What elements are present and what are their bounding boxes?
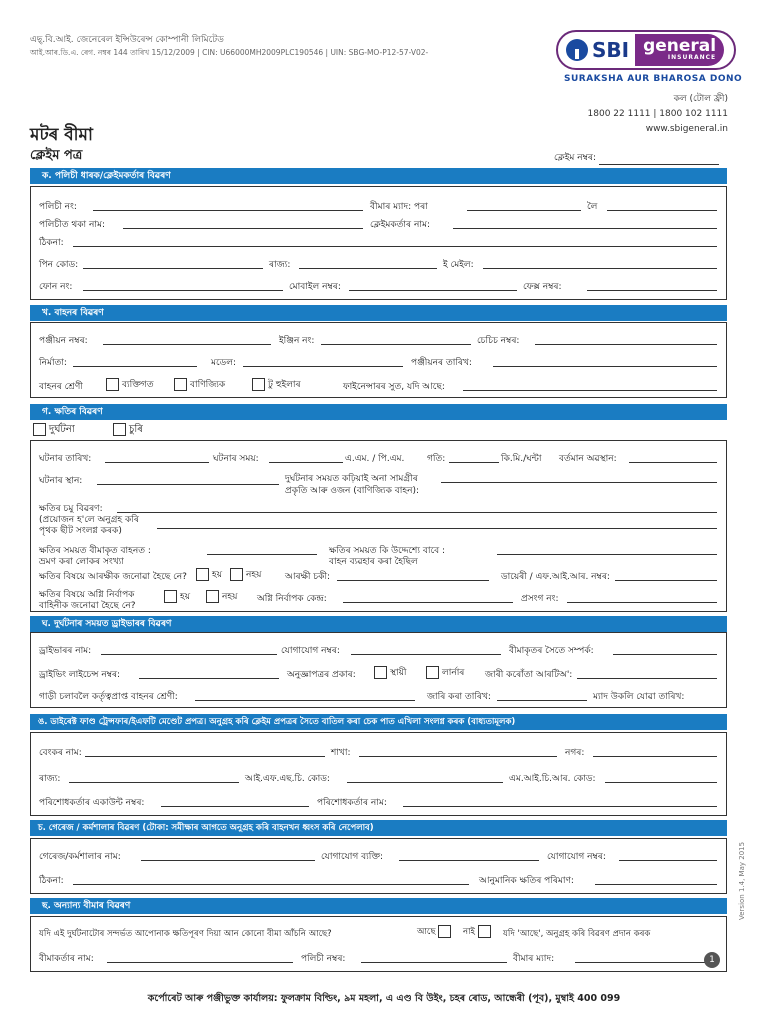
state-input[interactable] <box>299 268 437 269</box>
account-no-label: পৰিশোধকৰ্তাৰ একাউন্ট নম্বৰ: <box>39 798 145 808</box>
other-insurance-yes-option[interactable] <box>417 925 454 939</box>
theft-label: চুৰি <box>129 424 143 435</box>
other-policy-no-input[interactable] <box>361 962 507 963</box>
driver-contact-label: যোগাযোগ নম্বৰ: <box>281 646 340 656</box>
fax-input[interactable] <box>587 290 717 291</box>
license-no-input[interactable] <box>139 678 279 679</box>
toll-free-numbers: 1800 22 1111 | 1800 102 1111 <box>587 109 728 119</box>
maker-input[interactable] <box>73 366 197 367</box>
claim-number-field[interactable] <box>554 150 719 165</box>
goods-label-1: দুৰ্ঘটনাৰ সময়ত কঢ়িয়াই অনা সামগ্ৰীৰ <box>285 474 418 484</box>
brief-input-2[interactable] <box>157 528 717 529</box>
claimant-name-label: ক্লেইমকৰ্তাৰ নাম: <box>370 220 430 230</box>
section-a-box <box>30 186 727 300</box>
section-d-box <box>30 632 727 708</box>
fir-label: ডায়েৰী / এফ.আই.আৰ. নম্বৰ: <box>501 572 610 582</box>
period-to-label: লৈ <box>587 202 598 212</box>
registration-line: আই.আৰ.ডি.এ. ৰেগ. নম্বৰ 144 তাৰিখ 15/12/2009 | CIN: U66000MH2009PLC190546 | UIN: SBG-MO-P12-57-V02- <box>30 48 429 57</box>
claim-number-line[interactable] <box>599 154 719 165</box>
contact-block <box>588 92 728 137</box>
section-a-header: ক. পলিচী ধাৰক/ক্লেইমকৰ্তাৰ বিৱৰণ <box>30 168 727 184</box>
expiry-date-label: ম্যাদ উকলি যোৱা তাৰিখ: <box>593 692 685 702</box>
section-g-box <box>30 916 727 972</box>
persons-label-1: ক্ষতিৰ সময়ত বীমাকৃত বাহনত : <box>39 546 151 556</box>
fir-input[interactable] <box>615 580 717 581</box>
other-insurance-yes-checkbox[interactable] <box>438 925 451 938</box>
incident-date-label: ঘটনাৰ তাৰিখ: <box>39 454 92 464</box>
section-e-box <box>30 732 727 816</box>
section-e-header: ঙ. ডাইৰেক্ট ফাণ্ড ট্ৰেন্সফাৰ/ইএফটি মেণ্ডেট প্ৰপত্ৰ। অনুগ্ৰহ কৰি ক্লেইম প্ৰপত্ৰৰ সৈতে বাতিল কৰা চেক পাত এখিলা সংলগ্ন কৰক (বাধ্যতামূলক) <box>30 714 727 730</box>
fire-no-checkbox[interactable] <box>206 590 219 603</box>
section-c-box <box>30 440 727 612</box>
holder-name-input[interactable] <box>123 228 363 229</box>
police-no-option[interactable] <box>227 567 261 582</box>
sbi-keyhole-icon <box>566 39 588 61</box>
persons-label-2: ভ্ৰমণ কৰা লোকৰ সংখ্যা <box>39 557 124 567</box>
other-insurance-question: যদি এই দুৰ্ঘটনাটোৰ সন্দৰ্ভত আপোনাক ক্ষতিপূৰণ দিয়া আন কোনো বীমা আঁচনি আছে? <box>39 929 332 939</box>
other-insurance-details-note: যদি 'আছে', অনুগ্ৰহ কৰি বিৱৰণ প্ৰদান কৰক <box>503 929 651 939</box>
pin-label: পিন কোড: <box>39 260 79 270</box>
branch-label: শাখা: <box>331 748 351 758</box>
incident-place-input[interactable] <box>97 484 279 485</box>
mobile-label: মোবাইল নম্বৰ: <box>289 282 341 292</box>
class-personal-option[interactable] <box>103 377 154 392</box>
fire-station-label: অগ্নি নিৰ্বাপক কেন্দ্ৰ: <box>257 594 327 604</box>
kmph-label: কি.মি./ঘন্টা <box>501 454 542 464</box>
brief-label-2: (প্ৰয়োজন হ'লে অনুগ্ৰহ কৰি <box>39 515 139 525</box>
authorized-class-input[interactable] <box>195 700 415 701</box>
reg-no-label: পঞ্জীয়ন নম্বৰ: <box>39 336 88 346</box>
page-number: 1 <box>704 952 720 968</box>
issued-rto-input[interactable] <box>577 678 717 679</box>
fire-yes-label: হয় <box>180 592 191 602</box>
police-no-label: নহয় <box>246 570 262 580</box>
section-b-box <box>30 322 727 398</box>
issued-rto-label: জাৰী কৰোঁতা আৰটিঅ': <box>485 670 573 680</box>
estimate-label: আনুমানিক ক্ষতিৰ পৰিমাণ: <box>479 876 574 886</box>
period-from-input[interactable] <box>467 210 581 211</box>
model-input[interactable] <box>243 366 403 367</box>
mobile-input[interactable] <box>349 290 517 291</box>
issue-date-label: জাৰি কৰা তাৰিখ: <box>427 692 491 702</box>
logo-general-block <box>635 34 724 66</box>
other-period-input[interactable] <box>575 962 717 963</box>
financer-input[interactable] <box>463 390 717 391</box>
phone-label: ফোন নং: <box>39 282 73 292</box>
police-yes-label: হয় <box>212 570 223 580</box>
tagline: SURAKSHA AUR BHAROSA DONO <box>564 74 743 84</box>
goods-label-2: প্ৰকৃতি আৰু ওজন (বাণিজ্যিক বাহন): <box>285 486 420 496</box>
chassis-no-label: চেচিচ নম্বৰ: <box>477 336 520 346</box>
other-insurer-label: বীমাকৰ্তাৰ নাম: <box>39 954 94 964</box>
section-c-header: গ. ক্ষতিৰ বিৱৰণ <box>30 404 727 420</box>
persons-input[interactable] <box>207 554 317 555</box>
class-commercial-checkbox[interactable] <box>174 378 187 391</box>
logo-sbi-text: SBI <box>592 38 630 62</box>
driver-relation-label: বীমাকৃতৰ সৈতে সম্পৰ্ক: <box>509 646 594 656</box>
police-no-checkbox[interactable] <box>230 568 243 581</box>
garage-contact-no-label: যোগাযোগ নম্বৰ: <box>547 852 606 862</box>
other-policy-no-label: পলিচী নম্বৰ: <box>301 954 346 964</box>
micr-label: এম.আই.চি.আৰ. কোড: <box>509 774 596 784</box>
engine-no-input[interactable] <box>321 344 471 345</box>
ref-no-label: প্ৰসংগ নং: <box>521 594 559 604</box>
fire-label-1: ক্ষতিৰ বিষয়ে অগ্নি নিৰ্বাপক <box>39 590 135 600</box>
garage-name-label: গেৰেজ/কৰ্মশালাৰ নাম: <box>39 852 121 862</box>
fax-label: ফেক্স নম্বৰ: <box>523 282 562 292</box>
other-insurance-yes-label: আছে <box>417 927 436 937</box>
ref-no-input[interactable] <box>567 602 717 603</box>
model-label: মডেল: <box>211 358 236 368</box>
brief-label-1: ক্ষতিৰ চমু বিৱৰণ: <box>39 504 103 514</box>
city-input[interactable] <box>593 756 717 757</box>
police-informed-label: ক্ষতিৰ বিষয়ে আৰক্ষীক জনোৱা হৈছে নে? <box>39 572 187 582</box>
driver-name-label: ড্ৰাইভাৰৰ নাম: <box>39 646 92 656</box>
state-label: ৰাজ্য: <box>269 260 291 270</box>
micr-input[interactable] <box>605 782 717 783</box>
accident-checkbox[interactable] <box>33 423 46 436</box>
police-station-input[interactable] <box>337 580 489 581</box>
address-input[interactable] <box>73 246 717 247</box>
incident-time-input[interactable] <box>269 462 343 463</box>
garage-contact-no-input[interactable] <box>619 860 717 861</box>
section-d-header: ঘ. দুৰ্ঘটনাৰ সময়ত ড্ৰাইভাৰৰ বিৱৰণ <box>30 616 727 632</box>
garage-address-input[interactable] <box>73 884 469 885</box>
chassis-no-input[interactable] <box>535 344 717 345</box>
phone-input[interactable] <box>83 290 283 291</box>
estimate-input[interactable] <box>595 884 717 885</box>
reg-date-input[interactable] <box>493 366 717 367</box>
policy-period-label: বীমাৰ ম্যাদ: পৰা <box>370 202 428 212</box>
class-personal-label: ব্যক্তিগত <box>122 380 154 390</box>
financer-label: ফাইনেন্সাৰৰ সুত, যদি আছে: <box>343 382 445 392</box>
license-learner-label: লাৰ্নাৰ <box>442 668 465 678</box>
ifsc-label: আই.এফ.এছ.চি. কোড: <box>245 774 330 784</box>
class-twowheeler-checkbox[interactable] <box>252 378 265 391</box>
driver-name-input[interactable] <box>101 654 277 655</box>
accident-option[interactable] <box>30 422 75 439</box>
city-label: নগৰ: <box>565 748 585 758</box>
payee-name-label: পৰিশোধকৰ্তাৰ নাম: <box>317 798 387 808</box>
license-permanent-option[interactable] <box>371 665 406 680</box>
email-input[interactable] <box>483 268 717 269</box>
claim-number-label: ক্লেইম নম্বৰ: <box>554 153 597 163</box>
fire-station-input[interactable] <box>343 602 513 603</box>
authorized-class-label: গাড়ী চলাবলৈ কৰ্তৃত্বপ্ৰাপ্ত বাহনৰ শ্ৰেণী: <box>39 692 178 702</box>
garage-contact-person-input[interactable] <box>399 860 539 861</box>
other-insurer-input[interactable] <box>107 962 293 963</box>
incident-date-input[interactable] <box>105 462 209 463</box>
speed-input[interactable] <box>449 462 499 463</box>
license-type-label: অনুজ্ঞাপত্ৰৰ প্ৰকাৰ: <box>287 670 356 680</box>
section-f-header: চ. গেৰেজ / কৰ্মশালাৰ বিৱৰণ (টোকা: সমীক্ষাৰ আগতে অনুগ্ৰহ কৰি বাহনখন ধ্বংস কৰি নেপেলাব) <box>30 820 727 836</box>
class-personal-checkbox[interactable] <box>106 378 119 391</box>
bank-name-input[interactable] <box>85 756 325 757</box>
payee-name-input[interactable] <box>403 806 717 807</box>
ampm-label: এ.এম. / পি.এম. <box>345 454 405 464</box>
garage-contact-person-label: যোগাযোগ ব্যক্তি: <box>321 852 384 862</box>
other-insurance-no-option[interactable] <box>463 925 494 939</box>
theft-option[interactable] <box>110 422 143 439</box>
section-f-box <box>30 838 727 894</box>
holder-name-label: পলিচীত থকা নাম: <box>39 220 106 230</box>
theft-checkbox[interactable] <box>113 423 126 436</box>
driver-relation-input[interactable] <box>613 654 717 655</box>
logo-general-text: general <box>643 36 717 56</box>
bank-state-label: ৰাজ্য: <box>39 774 61 784</box>
fire-label-2: বাহিনীক জনোৱা হৈছে নে? <box>39 601 136 611</box>
logo-insurance-text: INSURANCE <box>667 54 717 61</box>
bank-state-input[interactable] <box>69 782 239 783</box>
period-to-input[interactable] <box>607 210 717 211</box>
vehicle-class-label: বাহনৰ শ্ৰেণী <box>39 382 83 392</box>
police-station-label: আৰক্ষী চকী: <box>285 572 331 582</box>
reg-no-input[interactable] <box>103 344 271 345</box>
license-no-label: ড্ৰাইভিং লাইচেন্স নম্বৰ: <box>39 670 121 680</box>
pin-input[interactable] <box>83 268 263 269</box>
issue-date-input[interactable] <box>497 700 587 701</box>
brief-label-3: পৃথক ছীট সংলগ্ন কৰক) <box>39 526 122 536</box>
other-insurance-no-label: নাই <box>463 927 475 937</box>
class-commercial-option[interactable] <box>171 377 225 392</box>
incident-place-label: ঘটনাৰ স্থান: <box>39 476 83 486</box>
license-learner-option[interactable] <box>423 665 464 680</box>
license-permanent-checkbox[interactable] <box>374 666 387 679</box>
license-permanent-label: স্থায়ী <box>390 668 407 678</box>
brief-input-1[interactable] <box>117 512 717 513</box>
goods-input[interactable] <box>441 482 717 483</box>
purpose-input[interactable] <box>497 554 717 555</box>
company-name: এছ্.বি.আই. জেনেৰেল ইন্সিউৰেন্স কোম্পানী লিমিটেড <box>30 35 224 45</box>
current-location-input[interactable] <box>629 462 717 463</box>
purpose-label-2: বাহন ব্যৱহাৰ কৰা হৈছিল <box>329 557 418 567</box>
page-title: মটৰ বীমা <box>30 125 93 145</box>
policy-no-label: পলিচী নং: <box>39 202 77 212</box>
bank-name-label: বেংকৰ নাম: <box>39 748 82 758</box>
garage-address-label: ঠিকনা: <box>39 876 64 886</box>
fire-yes-option[interactable] <box>161 589 190 604</box>
reg-date-label: পঞ্জীয়নৰ তাৰিখ: <box>411 358 472 368</box>
purpose-label-1: ক্ষতিৰ সময়ত কি উদ্দেশ্যে বাবে : <box>329 546 445 556</box>
incident-time-label: ঘটনাৰ সময়: <box>213 454 259 464</box>
policy-no-input[interactable] <box>93 210 363 211</box>
other-period-label: বীমাৰ ম্যাদ: <box>513 954 555 964</box>
email-label: ই মেইল: <box>443 260 474 270</box>
footer-address: কৰ্পোৰেট আৰু পঞ্জীভুক্ত কাৰ্যালয়: ফুলক্ৰাম বিল্ডিং, ৯ম মহলা, এ এণ্ড বি উইং, চহৰ ৰোড, আন্ধেৰী (পূব), মুম্বাই 400 099 <box>147 993 621 1004</box>
engine-no-label: ইঞ্জিন নং: <box>279 336 315 346</box>
sbi-general-logo <box>556 30 736 70</box>
class-twowheeler-option[interactable] <box>249 377 301 392</box>
page-subtitle: ক্লেইম পত্ৰ <box>30 148 83 163</box>
maker-label: নিৰ্মাতা: <box>39 358 67 368</box>
class-twowheeler-label: টু হুইলাৰ <box>268 380 301 390</box>
current-location-label: বৰ্তমান অৱস্থান: <box>559 454 617 464</box>
license-learner-checkbox[interactable] <box>426 666 439 679</box>
accident-label: দুৰ্ঘটনা <box>49 424 75 435</box>
section-g-header: ছ. অন্যান্য বীমাৰ বিৱৰণ <box>30 898 727 914</box>
class-commercial-label: বাণিজ্যিক <box>190 380 226 390</box>
address-label: ঠিকনা: <box>39 238 64 248</box>
police-yes-checkbox[interactable] <box>196 568 209 581</box>
other-insurance-no-checkbox[interactable] <box>478 925 491 938</box>
fire-no-option[interactable] <box>203 589 237 604</box>
account-no-input[interactable] <box>161 806 309 807</box>
toll-free-label: কল (টোল ফ্ৰী) <box>673 94 728 104</box>
fire-no-label: নহয় <box>222 592 238 602</box>
police-yes-option[interactable] <box>193 567 222 582</box>
ifsc-input[interactable] <box>347 782 503 783</box>
branch-input[interactable] <box>359 756 557 757</box>
garage-name-input[interactable] <box>141 860 315 861</box>
driver-contact-input[interactable] <box>351 654 501 655</box>
section-b-header: খ. বাহনৰ বিৱৰণ <box>30 305 727 321</box>
fire-yes-checkbox[interactable] <box>164 590 177 603</box>
version-text: Version 1.4, May 2015 <box>738 841 746 920</box>
website-link[interactable]: www.sbigeneral.in <box>645 124 728 134</box>
claimant-name-input[interactable] <box>453 228 717 229</box>
speed-label: গতি: <box>427 454 446 464</box>
